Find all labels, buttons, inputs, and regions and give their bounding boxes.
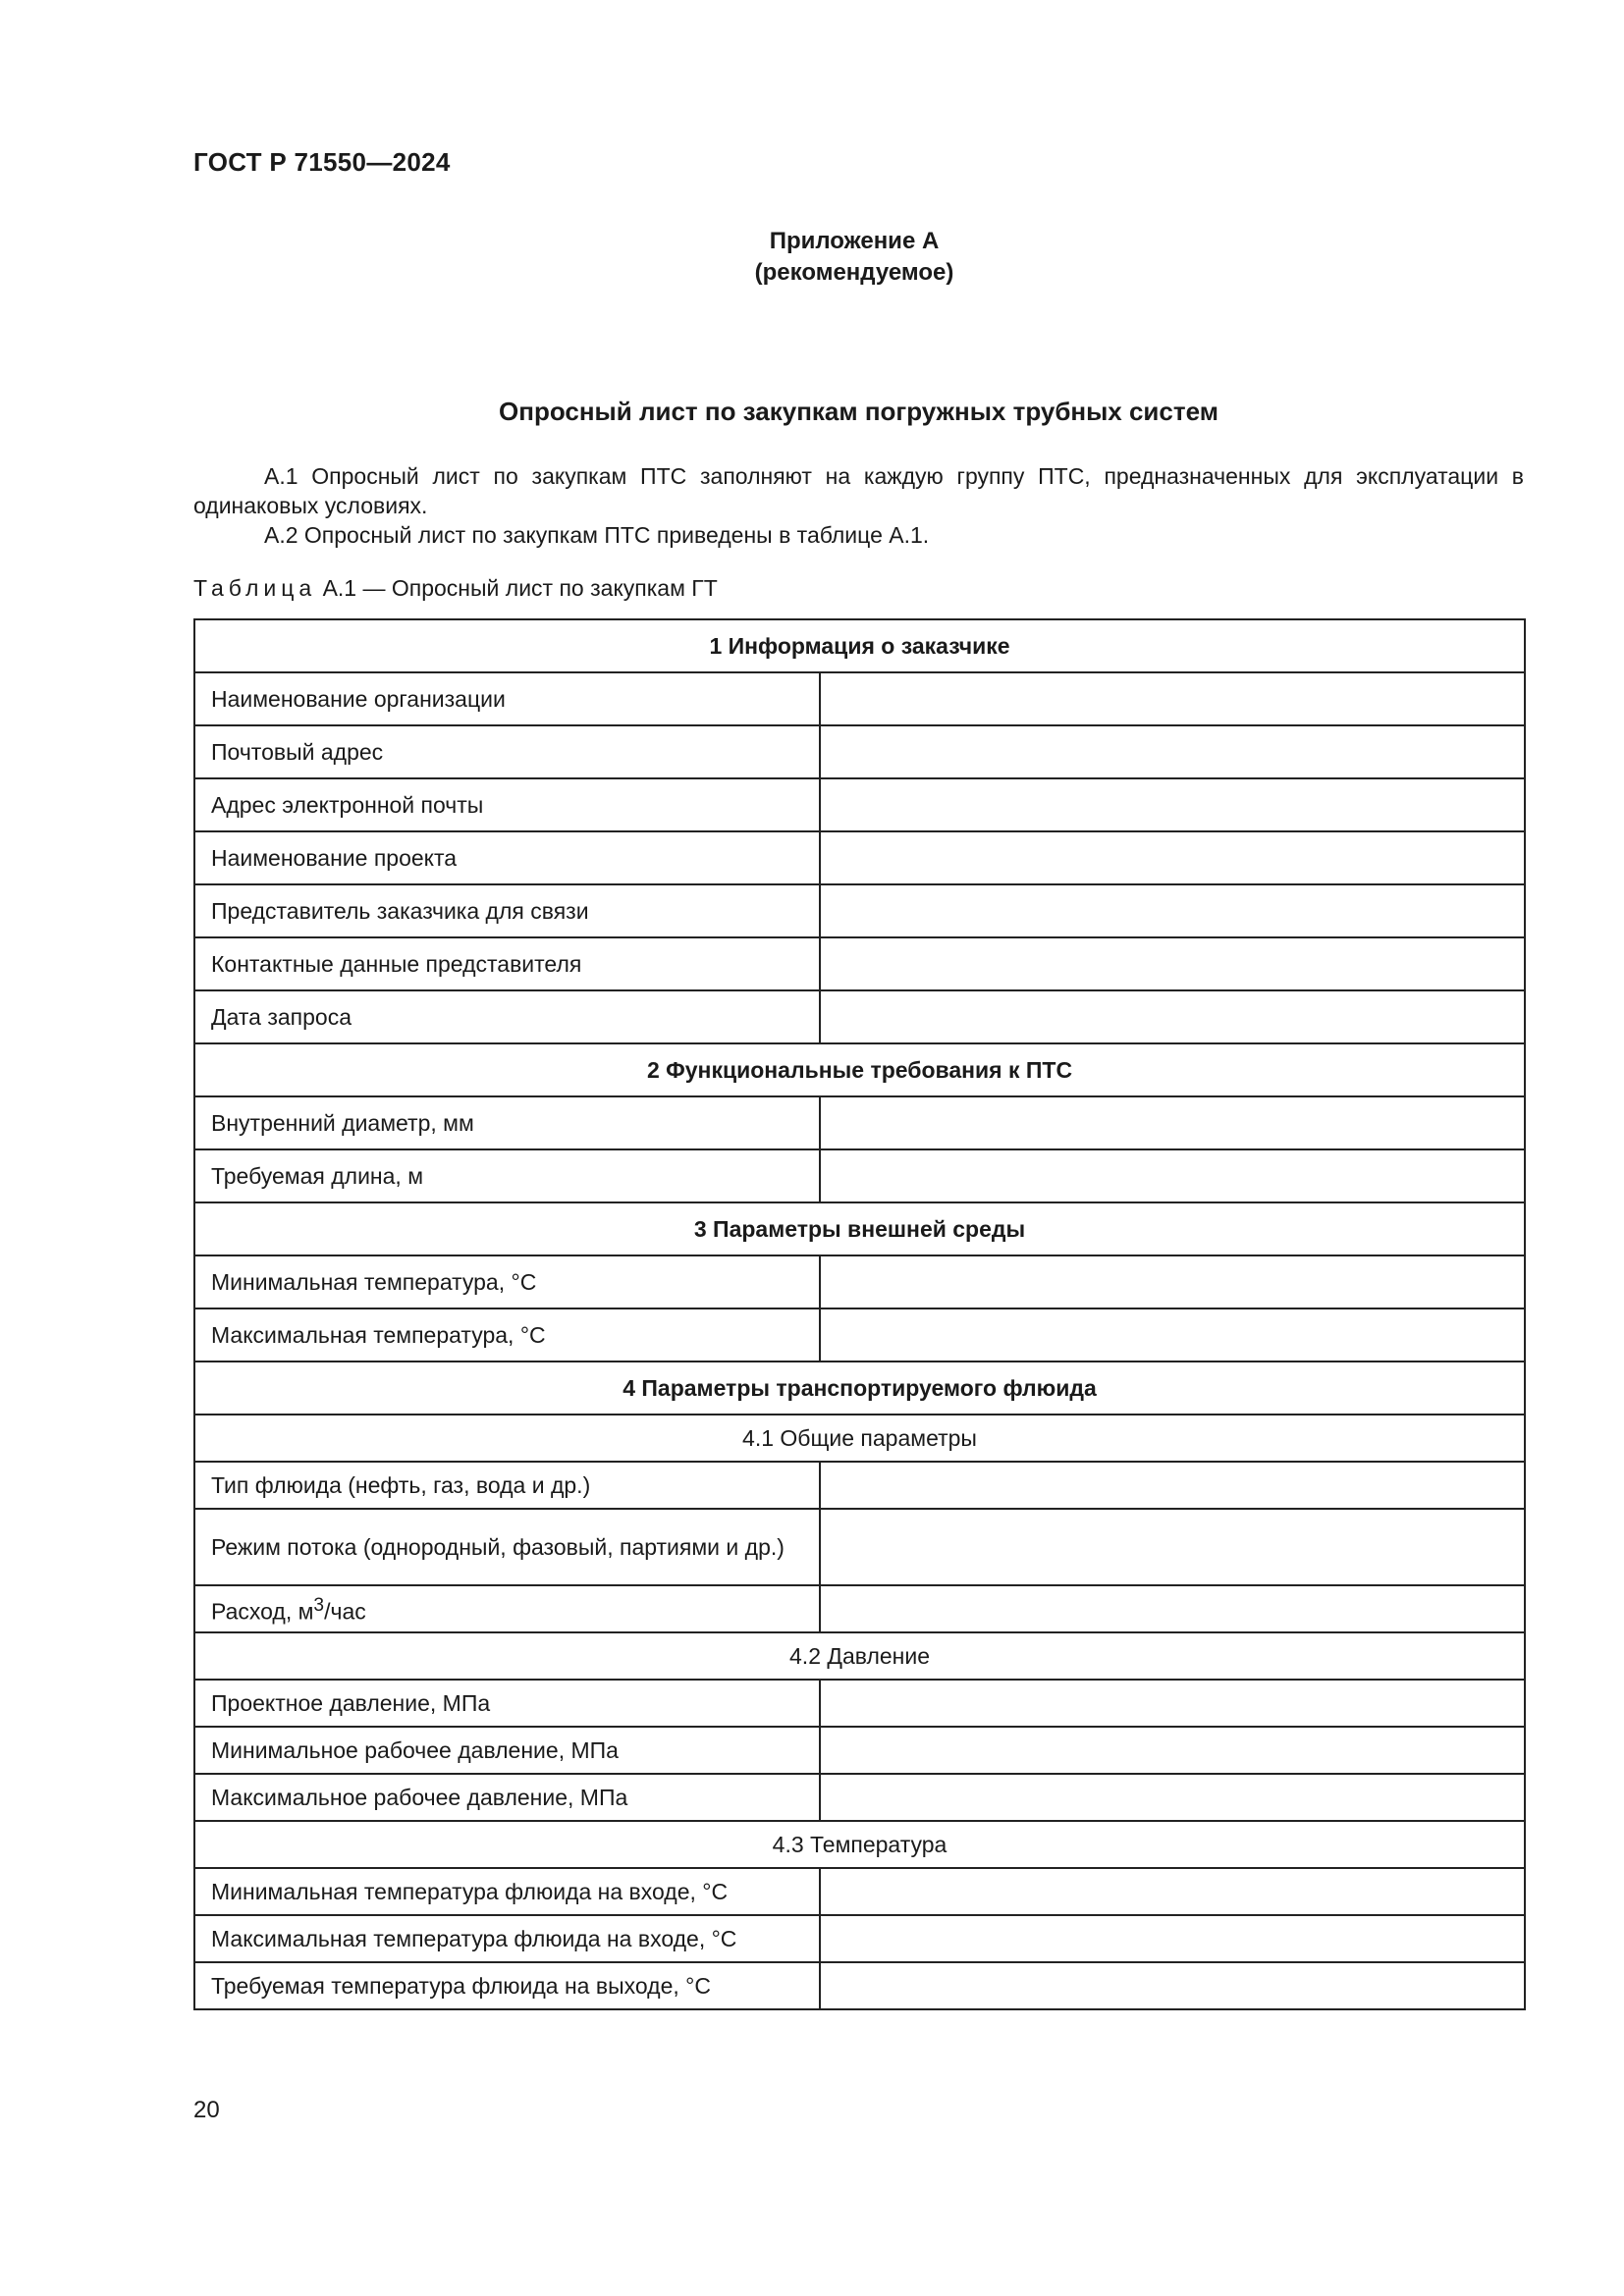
row-label: Внутренний диаметр, мм	[194, 1096, 820, 1149]
row-label: Тип флюида (нефть, газ, вода и др.)	[194, 1462, 820, 1509]
row-value-cell[interactable]	[820, 1774, 1525, 1821]
appendix-title: Приложение А	[769, 228, 940, 254]
row-label: Наименование организации	[194, 672, 820, 725]
section-heading-fluid: 4 Параметры транспортируемого флюида	[194, 1362, 1525, 1415]
row-label: Максимальное рабочее давление, МПа	[194, 1774, 820, 1821]
section-heading-environment: 3 Параметры внешней среды	[194, 1202, 1525, 1255]
subsection-heading-pressure: 4.2 Давление	[194, 1632, 1525, 1680]
row-label: Минимальное рабочее давление, МПа	[194, 1727, 820, 1774]
paragraph-a1-text: А.1 Опросный лист по закупкам ПТС заполняют на каждую группу ПТС, предназначенных для эксплуатации в одинаковых условиях.	[193, 463, 1524, 518]
subsection-heading-general: 4.1 Общие параметры	[194, 1415, 1525, 1462]
row-label: Проектное давление, МПа	[194, 1680, 820, 1727]
row-value-cell[interactable]	[820, 725, 1525, 778]
row-value-cell[interactable]	[820, 1308, 1525, 1362]
row-value-cell[interactable]	[820, 1585, 1525, 1632]
row-value-cell[interactable]	[820, 1727, 1525, 1774]
row-value-cell[interactable]	[820, 672, 1525, 725]
row-value-cell[interactable]	[820, 990, 1525, 1043]
table-caption-label: Таблица	[193, 575, 317, 601]
row-value-cell[interactable]	[820, 884, 1525, 937]
row-label: Максимальная температура, °С	[194, 1308, 820, 1362]
section-heading-functional: 2 Функциональные требования к ПТС	[194, 1043, 1525, 1096]
paragraph-a1	[193, 461, 1524, 520]
row-value-cell[interactable]	[820, 1509, 1525, 1585]
row-label: Минимальная температура, °С	[194, 1255, 820, 1308]
document-title: Опросный лист по закупкам погружных трубных систем	[499, 397, 1218, 426]
row-value-cell[interactable]	[820, 1915, 1525, 1962]
paragraph-a2	[193, 520, 1524, 550]
row-value-cell[interactable]	[820, 1462, 1525, 1509]
row-value-cell[interactable]	[820, 1096, 1525, 1149]
row-label: Наименование проекта	[194, 831, 820, 884]
row-value-cell[interactable]	[820, 778, 1525, 831]
paragraph-a2-text: А.2 Опросный лист по закупкам ПТС приведены в таблице А.1.	[264, 522, 930, 548]
flow-rate-text: Расход, м	[211, 1598, 314, 1625]
flow-rate-exponent: 3	[313, 1595, 325, 1617]
row-label: Требуемая температура флюида на выходе, °С	[194, 1962, 820, 2009]
row-label: Представитель заказчика для связи	[194, 884, 820, 937]
standard-code: ГОСТ Р 71550—2024	[193, 147, 451, 177]
row-value-cell[interactable]	[820, 1149, 1525, 1202]
appendix-status: (рекомендуемое)	[754, 259, 954, 286]
row-value-cell[interactable]	[820, 1680, 1525, 1727]
row-label: Адрес электронной почты	[194, 778, 820, 831]
table-caption-text: А.1 — Опросный лист по закупкам ГТ	[322, 575, 718, 601]
row-value-cell[interactable]	[820, 937, 1525, 990]
subsection-heading-temperature: 4.3 Температура	[194, 1821, 1525, 1868]
row-label: Контактные данные представителя	[194, 937, 820, 990]
flow-rate-unit: /час	[324, 1598, 366, 1625]
row-label: Дата запроса	[194, 990, 820, 1043]
row-value-cell[interactable]	[820, 1962, 1525, 2009]
table-caption	[193, 575, 718, 602]
appendix-heading	[0, 226, 1624, 289]
row-label: Почтовый адрес	[194, 725, 820, 778]
row-value-cell[interactable]	[820, 1868, 1525, 1915]
row-label-flow-rate	[194, 1585, 820, 1632]
row-label: Требуемая длина, м	[194, 1149, 820, 1202]
questionnaire-table	[193, 618, 1526, 2010]
row-label: Режим потока (однородный, фазовый, партиями и др.)	[194, 1509, 820, 1585]
row-value-cell[interactable]	[820, 831, 1525, 884]
row-label: Максимальная температура флюида на входе, °С	[194, 1915, 820, 1962]
row-value-cell[interactable]	[820, 1255, 1525, 1308]
page-number: 20	[193, 2097, 220, 2123]
row-label: Минимальная температура флюида на входе, °С	[194, 1868, 820, 1915]
section-heading-customer: 1 Информация о заказчике	[194, 619, 1525, 672]
